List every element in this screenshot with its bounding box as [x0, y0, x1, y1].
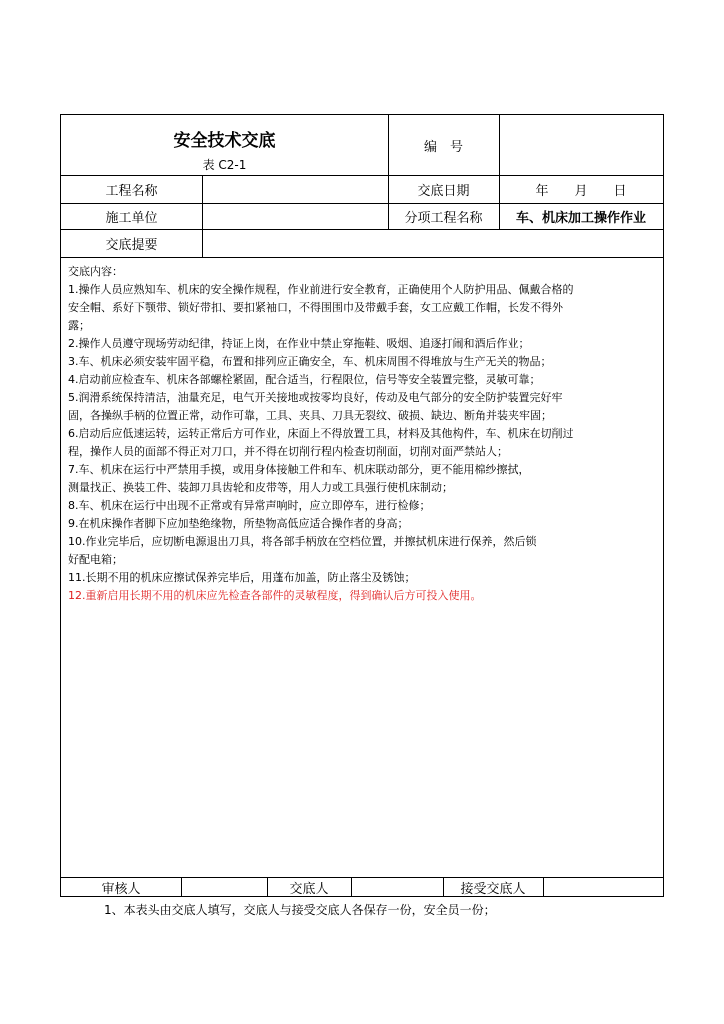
- sub-project-value: 车、机床加工操作作业: [515, 210, 646, 226]
- content-line: 9.在机床操作者脚下应加垫绝缘物，所垫物高低应适合操作者的身高；: [68, 517, 409, 530]
- reviewer-label: 审核人: [101, 881, 141, 897]
- content-heading: 交底内容：: [68, 265, 123, 278]
- summary-field[interactable]: [202, 229, 663, 257]
- project-name-field[interactable]: [202, 175, 388, 203]
- discloser-label: 交底人: [289, 881, 329, 897]
- content-line: 好配电箱；: [68, 553, 123, 566]
- content-line: 3.车、机床必须安装牢固平稳，布置和排列应正确安全，车、机床周围不得堆放与生产无关的物品；: [68, 355, 552, 368]
- content-line: 测量找正、换装工件、装卸刀具齿轮和皮带等，用人力或工具强行使机床制动；: [68, 481, 453, 494]
- content-line: 7.车、机床在运行中严禁用手摸，或用身体接触工件和车、机床联动部分，更不能用棉纱擦拭，: [68, 463, 530, 476]
- construction-unit-label: 施工单位: [105, 210, 158, 226]
- number-label: 编 号: [423, 139, 463, 155]
- content-line: 2.操作人员遵守现场劳动纪律，持证上岗，在作业中禁止穿拖鞋、吸烟、追逐打闹和酒后作业；: [68, 337, 530, 350]
- content-line-highlighted: 12.重新启用长期不用的机床应先检查各部件的灵敏程度，得到确认后方可投入使用。: [68, 589, 482, 602]
- reviewer-field[interactable]: [181, 877, 267, 897]
- construction-unit-field[interactable]: [202, 203, 388, 229]
- content-line: 6.启动后应低速运转，运转正常后方可作业，床面上不得放置工具，材料及其他构件，车、机床在切削过: [68, 427, 574, 440]
- date-label: 交底日期: [417, 183, 470, 199]
- content-line: 安全帽、系好下颚带、锁好带扣、要扣紧袖口，不得围围巾及带戴手套，女工应戴工作帽，长发不得外: [68, 301, 563, 314]
- content-line: 5.润滑系统保持清洁，油量充足，电气开关接地或按零均良好，传动及电气部分的安全防护装置完好牢: [68, 391, 563, 404]
- content-line: 11.长期不用的机床应擦试保养完毕后，用蓬布加盖，防止落尘及锈蚀；: [68, 571, 416, 584]
- row-divider: [61, 257, 663, 258]
- content-line: 10.作业完毕后，应切断电源退出刀具，将各部手柄放在空档位置，并擦拭机床进行保养，然后锁: [68, 535, 537, 548]
- date-field[interactable]: 年 月 日: [535, 183, 627, 199]
- discloser-field[interactable]: [351, 877, 443, 897]
- sub-project-label: 分项工程名称: [404, 210, 483, 226]
- footnote: 1、本表头由交底人填写，交底人与接受交底人各保存一份，安全员一份；: [104, 903, 496, 917]
- content-line: 露；: [68, 319, 90, 332]
- number-field[interactable]: [499, 115, 663, 175]
- content-line: 固，各操纵手柄的位置正常，动作可靠，工具、夹具、刀具无裂纹、破损、缺边、断角并装夹牢固；: [68, 409, 552, 422]
- content-line: 4.启动前应检查车、机床各部螺栓紧固，配合适当，行程限位，信号等安全装置完整，灵敏可靠；: [68, 373, 541, 386]
- disclosure-content: [68, 263, 660, 605]
- content-line: 8.车、机床在运行中出现不正常或有异常声响时，应立即停车，进行检修；: [68, 499, 431, 512]
- content-line: 1.操作人员应熟知车、机床的安全操作规程，作业前进行安全教育，正确使用个人防护用品、佩戴合格的: [68, 283, 574, 296]
- summary-label: 交底提要: [105, 237, 158, 253]
- content-line: 程，操作人员的面部不得正对刀口，并不得在切削行程内检查切削面，切削对面严禁站人；: [68, 445, 508, 458]
- page-title: 安全技术交底: [173, 130, 276, 151]
- receiver-label: 接受交底人: [460, 881, 526, 897]
- form-code: 表 C2-1: [202, 157, 247, 172]
- receiver-field[interactable]: [543, 877, 663, 897]
- project-name-label: 工程名称: [105, 183, 158, 199]
- safety-disclosure-form: [60, 114, 664, 897]
